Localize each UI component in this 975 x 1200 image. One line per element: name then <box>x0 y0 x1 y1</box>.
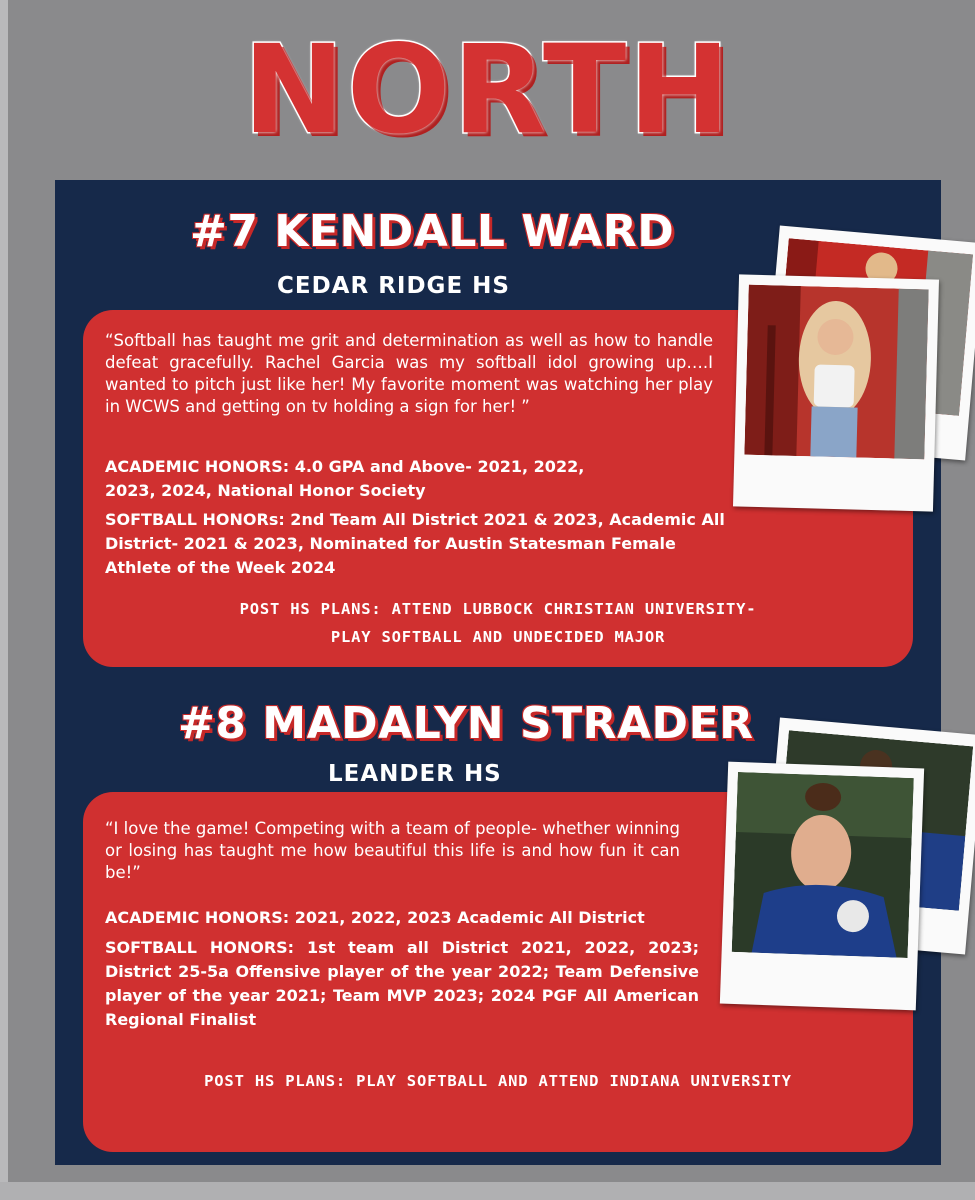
bottom-edge-strip <box>0 1182 975 1200</box>
player-quote: “Softball has taught me grit and determination as well as how to handle defeat gracefully. Rachel Garcia was my softball idol growing up….I wanted to pitch just like her! My favorite moment was watching her play in WCWS and getting on tv holding a sign for her! ” <box>105 331 713 416</box>
region-title: NORTH <box>242 19 733 161</box>
post-hs-plans-line: PLAY SOFTBALL AND UNDECIDED MAJOR <box>330 628 666 646</box>
polaroid-photo <box>720 762 924 1011</box>
post-hs-plans-line: POST HS PLANS: ATTEND LUBBOCK CHRISTIAN UNIVERSITY- <box>239 600 757 618</box>
polaroid-photo <box>733 274 939 511</box>
softball-honors: SOFTBALL HONORs: 2nd Team All District 2021 & 2023, Academic All District- 2021 & 2023, Nominated for Austin Statesman Female Athlete of the Week 2024 <box>105 510 725 577</box>
post-hs-plans <box>83 595 913 651</box>
player-quote: “I love the game! Competing with a team of people- whether winning or losing has taught me how beautiful this life is and how fun it can be!” <box>105 819 680 882</box>
player-school: CEDAR RIDGE HS <box>277 273 510 299</box>
player-name: #7 KENDALL WARD <box>190 206 675 257</box>
left-edge-strip <box>0 0 8 1200</box>
academic-honors: ACADEMIC HONORS: 4.0 GPA and Above- 2021, 2022, 2023, 2024, National Honor Society <box>105 457 585 500</box>
player-photo <box>732 772 914 958</box>
player-photo <box>744 285 928 460</box>
post-hs-plans <box>83 1067 913 1095</box>
softball-honors: SOFTBALL HONORS: 1st team all District 2021, 2022, 2023; District 25-5a Offensive player of the year 2022; Team Defensive player of the year 2021; Team MVP 2023; 2024 PGF All American Regional Finalist <box>105 938 699 1029</box>
post-hs-plans-line: POST HS PLANS: PLAY SOFTBALL AND ATTEND INDIANA UNIVERSITY <box>204 1072 792 1090</box>
player-name: #8 MADALYN STRADER <box>178 698 754 749</box>
academic-honors: ACADEMIC HONORS: 2021, 2022, 2023 Academic All District <box>105 908 645 927</box>
player-school: LEANDER HS <box>328 761 502 787</box>
